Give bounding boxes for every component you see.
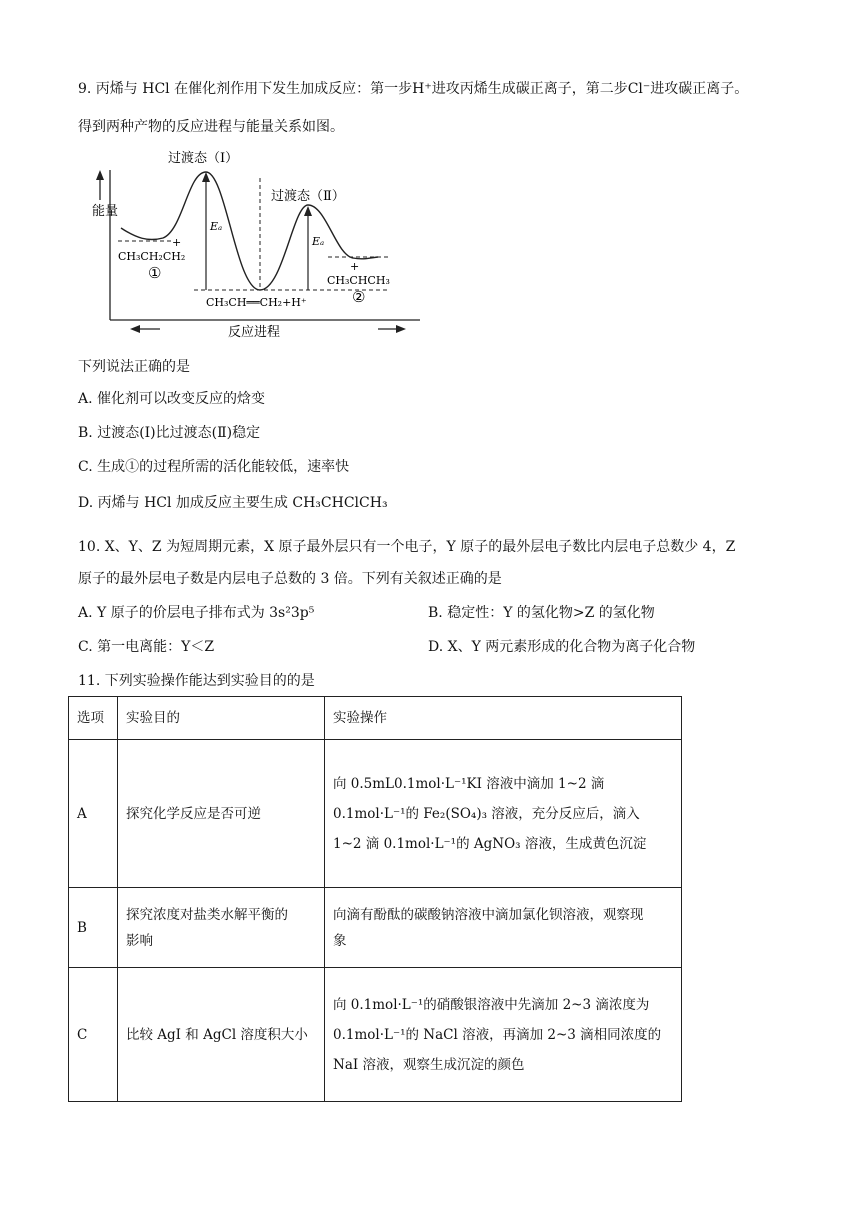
q9-stem-line1: 9. 丙烯与 HCl 在催化剂作用下发生加成反应：第一步H⁺进攻丙烯生成碳正离子，第二步Cl⁻进攻碳正离子。 — [78, 81, 749, 97]
q10-option-a: A. Y 原子的价层电子排布式为 3s²3p⁵ — [78, 605, 315, 621]
ts2-label: 过渡态（Ⅱ） — [271, 189, 345, 204]
product2-number: ② — [352, 288, 366, 306]
row-b-option: B — [69, 888, 118, 968]
q11-stem: 11. 下列实验操作能达到实验目的的是 — [78, 673, 315, 689]
table-row — [69, 740, 682, 888]
ea2-label: Eₐ — [312, 235, 325, 248]
q10-option-c: C. 第一电离能：Y＜Z — [78, 639, 215, 655]
row-b-purpose-line: 影响 — [126, 932, 153, 949]
row-c-operation — [325, 968, 682, 1102]
reactant-label: CH₃CH══CH₂+H⁺ — [206, 296, 307, 309]
row-a-operation-line: 1~2 滴 0.1mol·L⁻¹的 AgNO₃ 溶液，生成黄色沉淀 — [333, 835, 647, 852]
q10-stem-line2: 原子的最外层电子数是内层电子总数的 3 倍。下列有关叙述正确的是 — [78, 571, 502, 587]
product1-number: ① — [148, 264, 162, 282]
header-purpose: 实验目的 — [118, 697, 325, 740]
header-option: 选项 — [69, 697, 118, 740]
row-c-operation-line: 向 0.1mol·L⁻¹的硝酸银溶液中先滴加 2~3 滴浓度为 — [333, 996, 650, 1013]
table-row — [69, 888, 682, 968]
row-a-operation-line: 向 0.5mL0.1mol·L⁻¹KI 溶液中滴加 1~2 滴 — [333, 775, 605, 792]
x-axis-label: 反应进程 — [228, 325, 281, 340]
header-operation: 实验操作 — [325, 697, 682, 740]
q9-option-b: B. 过渡态(Ⅰ)比过渡态(Ⅱ)稳定 — [78, 425, 261, 441]
q9-option-a: A. 催化剂可以改变反应的焓变 — [78, 391, 266, 407]
q10-option-d: D. X、Y 两元素形成的化合物为离子化合物 — [428, 639, 696, 655]
ts1-label: 过渡态（Ⅰ） — [168, 151, 239, 166]
product2-plus: + — [350, 260, 360, 273]
experiment-table — [68, 696, 682, 1102]
row-b-operation-line: 象 — [333, 932, 347, 949]
row-c-operation-line: 0.1mol·L⁻¹的 NaCl 溶液，再滴加 2~3 滴相同浓度的 — [333, 1026, 662, 1043]
product2-formula: CH₃CHCH₃ — [327, 274, 390, 287]
row-a-operation-line: 0.1mol·L⁻¹的 Fe₂(SO₄)₃ 溶液，充分反应后，滴入 — [333, 805, 640, 822]
q10-option-b: B. 稳定性：Y 的氢化物>Z 的氢化物 — [428, 605, 655, 621]
row-b-purpose-line: 探究浓度对盐类水解平衡的 — [126, 906, 288, 923]
product1-formula: CH₃CH₂CH₂ — [118, 250, 186, 263]
q9-option-d: D. 丙烯与 HCl 加成反应主要生成 CH₃CHClCH₃ — [78, 495, 388, 511]
q9-prompt: 下列说法正确的是 — [78, 359, 190, 375]
q9-option-c: C. 生成①的过程所需的活化能较低，速率快 — [78, 459, 350, 475]
row-c-purpose: 比较 AgI 和 AgCl 溶度积大小 — [118, 968, 325, 1102]
table-row — [69, 968, 682, 1102]
reaction-energy-diagram — [88, 150, 428, 345]
row-a-option: A — [69, 740, 118, 888]
row-c-option: C — [69, 968, 118, 1102]
row-a-purpose: 探究化学反应是否可逆 — [118, 740, 325, 888]
ea1-label: Eₐ — [210, 220, 223, 233]
q10-stem-line1: 10. X、Y、Z 为短周期元素，X 原子最外层只有一个电子，Y 原子的最外层电子数比内层电子总数少 4，Z — [78, 539, 736, 555]
row-a-operation — [325, 740, 682, 888]
row-b-purpose — [118, 888, 325, 968]
row-b-operation — [325, 888, 682, 968]
y-axis-label: 能量 — [92, 204, 119, 219]
product1-plus: + — [172, 236, 182, 249]
row-b-operation-line: 向滴有酚酞的碳酸钠溶液中滴加氯化钡溶液，观察现 — [333, 906, 644, 923]
row-c-operation-line: NaI 溶液，观察生成沉淀的颜色 — [333, 1056, 525, 1073]
table-header-row — [69, 697, 682, 740]
q9-stem-line2: 得到两种产物的反应进程与能量关系如图。 — [78, 119, 344, 135]
